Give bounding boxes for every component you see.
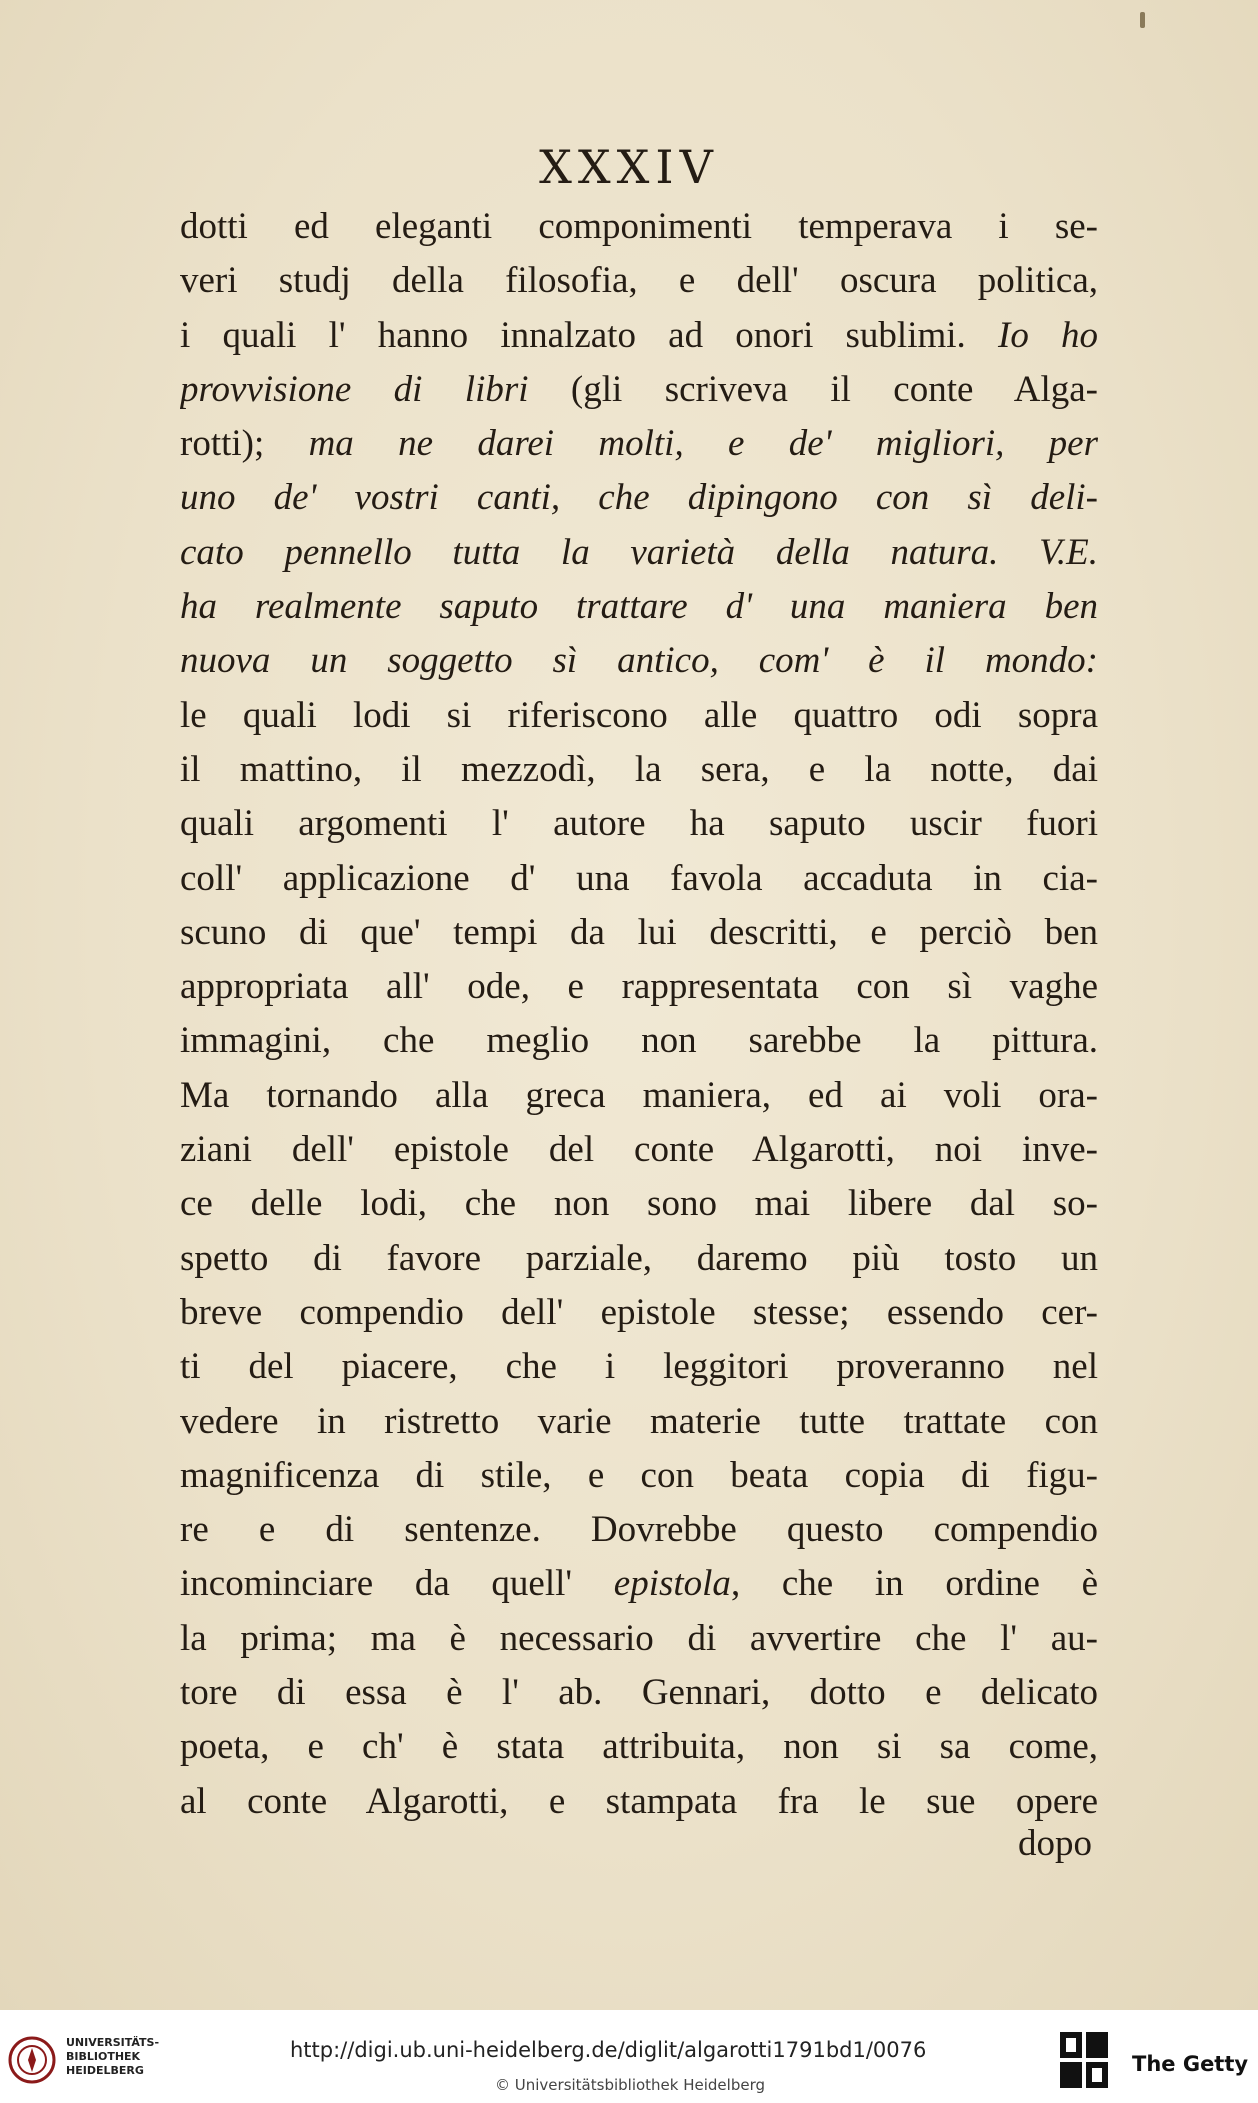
text-segment: (gli scriveva il conte Alga- (528, 368, 1098, 410)
text-segment: al conte Algarotti, e stampata fra le sue opere (180, 1780, 1098, 1822)
text-line (180, 1232, 1098, 1286)
text-line (180, 471, 1098, 525)
getty-logo-icon[interactable] (1058, 2030, 1110, 2090)
text-segment: il mattino, il mezzodì, la sera, e la notte, dai (180, 748, 1098, 790)
text-segment: immagini, che meglio non sarebbe la pittura. (180, 1020, 1098, 1062)
text-segment: epistola (613, 1563, 731, 1605)
text-segment: , che in ordine è (730, 1563, 1098, 1605)
text-line (180, 254, 1098, 308)
text-segment: tore di essa è l' ab. Gennari, dotto e delicato (180, 1672, 1098, 1714)
text-segment: re e di sentenze. Dovrebbe questo compendio (180, 1509, 1098, 1551)
text-segment: breve compendio dell' epistole stesse; essendo cer- (180, 1291, 1098, 1333)
text-line (180, 797, 1098, 851)
text-segment: quali argomenti l' autore ha saputo uscir fuori (180, 803, 1098, 845)
text-segment: Ma tornando alla greca maniera, ed ai voli ora- (180, 1074, 1098, 1116)
text-segment: appropriata all' ode, e rappresentata con sì vaghe (180, 966, 1098, 1008)
text-segment: rotti); (180, 423, 309, 465)
text-line (180, 363, 1098, 417)
text-line (180, 1612, 1098, 1666)
text-segment: i quali l' hanno innalzato ad onori sublimi. (180, 314, 998, 356)
text-segment: dotti ed eleganti componimenti temperava i se- (180, 206, 1098, 247)
text-segment: cato pennello tutta la varietà della natura. V.E. (180, 531, 1098, 573)
text-line (180, 1177, 1098, 1231)
library-name (66, 2036, 159, 2078)
page-header-numeral: XXXIV (539, 140, 719, 194)
text-line (180, 1775, 1098, 1829)
text-segment: nuova un soggetto sì antico, com' è il mondo: (180, 640, 1098, 682)
text-line (180, 689, 1098, 743)
text-segment: coll' applicazione d' una favola accaduta in cia- (180, 857, 1098, 899)
text-line (180, 1123, 1098, 1177)
permalink-url[interactable]: http://digi.ub.uni-heidelberg.de/diglit/algarotti1791bd1/0076 (290, 2038, 927, 2062)
text-line (180, 852, 1098, 906)
footer-bar (0, 2010, 1258, 2103)
text-line (180, 200, 1098, 254)
text-segment: poeta, e ch' è stata attribuita, non si sa come, (180, 1726, 1098, 1768)
text-line (180, 1395, 1098, 1449)
library-logo[interactable] (8, 2032, 168, 2088)
library-name-line: UNIVERSITÄTS- (66, 2036, 160, 2049)
text-segment: provvisione di libri (180, 368, 529, 410)
text-line (180, 1449, 1098, 1503)
text-line (180, 309, 1098, 363)
library-name-line: BIBLIOTHEK (66, 2050, 141, 2063)
text-segment: la prima; ma è necessario di avvertire che l' au- (180, 1617, 1098, 1659)
text-line (180, 526, 1098, 580)
text-line (180, 1014, 1098, 1068)
text-line (180, 1666, 1098, 1720)
text-line (180, 1286, 1098, 1340)
partner-name: The Getty (1132, 2052, 1249, 2076)
text-segment: ha realmente saputo trattare d' una maniera ben (180, 586, 1098, 628)
text-segment: le quali lodi si riferiscono alle quattro odi sopra (180, 694, 1098, 736)
body-text (180, 200, 1098, 1829)
copyright-notice: © Universitätsbibliothek Heidelberg (495, 2076, 766, 2094)
text-segment: ma ne darei molti, e de' migliori, per (308, 423, 1098, 465)
text-segment: scuno di que' tempi da lui descritti, e perciò ben (180, 911, 1098, 953)
text-segment: incominciare da quell' (180, 1563, 614, 1605)
text-line (180, 906, 1098, 960)
library-name-line: HEIDELBERG (66, 2064, 144, 2077)
text-line (180, 1340, 1098, 1394)
text-line (180, 1557, 1098, 1611)
text-segment: veri studj della filosofia, e dell' oscura politica, (180, 260, 1098, 302)
text-line (180, 634, 1098, 688)
catchword: dopo (1018, 1823, 1092, 1864)
text-segment: ti del piacere, che i leggitori proveranno nel (180, 1346, 1098, 1388)
text-segment: Io ho (998, 314, 1098, 356)
paper-mark (1140, 12, 1145, 28)
text-segment: uno de' vostri canti, che dipingono con sì deli- (180, 477, 1098, 519)
text-segment: ziani dell' epistole del conte Algarotti, noi inve- (180, 1129, 1098, 1171)
text-segment: spetto di favore parziale, daremo più tosto un (180, 1237, 1098, 1279)
text-line (180, 1069, 1098, 1123)
text-line (180, 743, 1098, 797)
text-line (180, 960, 1098, 1014)
text-segment: ce delle lodi, che non sono mai libere dal so- (180, 1183, 1098, 1225)
text-line (180, 580, 1098, 634)
text-segment: magnificenza di stile, e con beata copia di figu- (180, 1454, 1098, 1496)
text-segment: vedere in ristretto varie materie tutte trattate con (180, 1400, 1098, 1442)
library-seal-icon (8, 2036, 56, 2084)
text-line (180, 1503, 1098, 1557)
text-line (180, 1720, 1098, 1774)
text-line (180, 417, 1098, 471)
